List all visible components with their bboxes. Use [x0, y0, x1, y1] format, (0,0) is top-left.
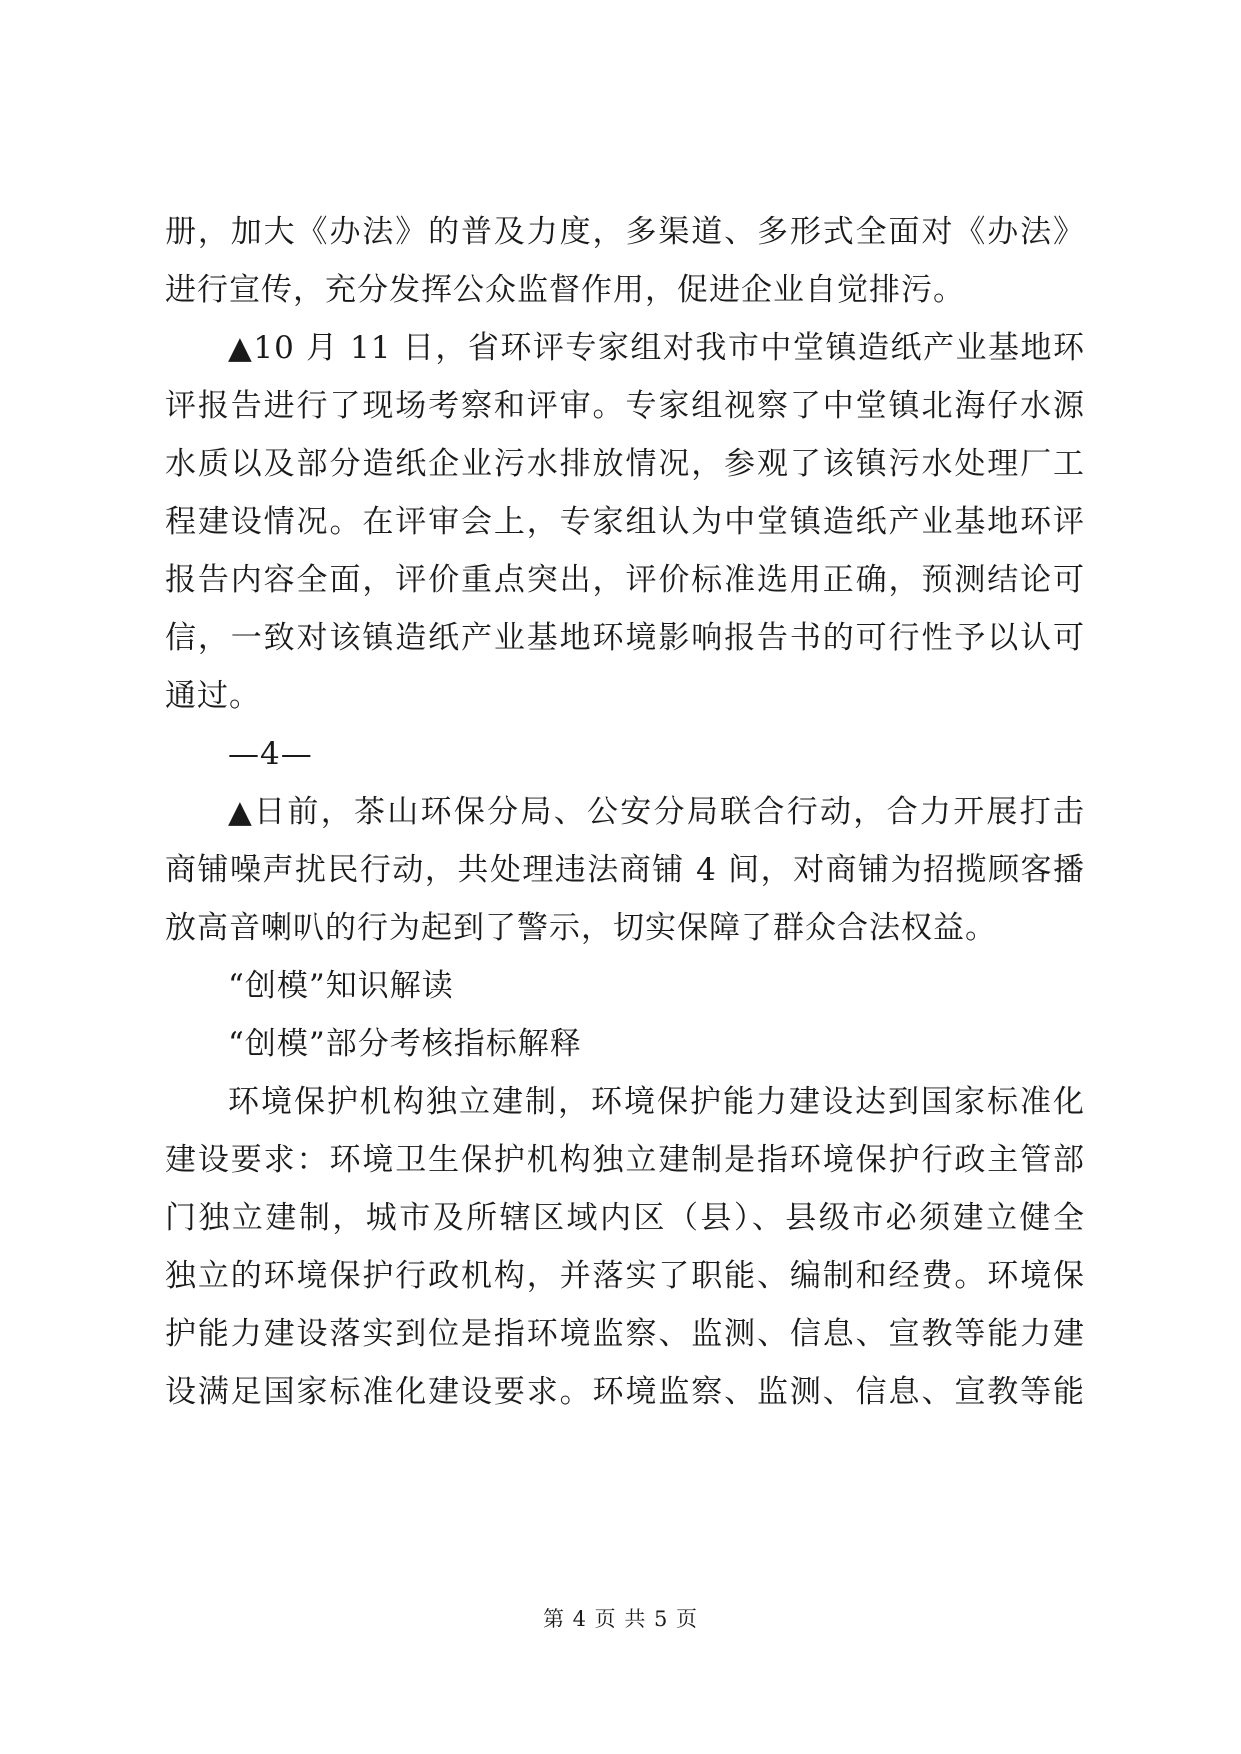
text-line: 评报告进行了现场考察和评审。专家组视察了中堂镇北海仔水源: [165, 388, 1085, 424]
text-line: 放高音喇叭的行为起到了警示，切实保障了群众合法权益。: [165, 910, 997, 946]
text-line: 设满足国家标准化建设要求。环境监察、监测、信息、宣教等能: [165, 1374, 1085, 1410]
text-line: 独立的环境保护行政机构，并落实了职能、编制和经费。环境保: [165, 1258, 1085, 1294]
page-footer: 第 4 页 共 5 页: [542, 1607, 699, 1631]
text-line: 通过。: [165, 678, 261, 714]
text-line: 水质以及部分造纸企业污水排放情况，参观了该镇污水处理厂工: [165, 446, 1085, 482]
text-line: 门独立建制，城市及所辖区域内区（县）、县级市必须建立健全: [165, 1200, 1085, 1236]
text-line: 册，加大《办法》的普及力度，多渠道、多形式全面对《办法》: [165, 214, 1085, 250]
section-subheading: “创模”部分考核指标解释: [228, 1026, 582, 1062]
text-line: 进行宣传，充分发挥公众监督作用，促进企业自觉排污。: [165, 272, 965, 308]
text-line: 程建设情况。在评审会上，专家组认为中堂镇造纸产业基地环评: [165, 504, 1085, 540]
text-line: 护能力建设落实到位是指环境监察、监测、信息、宣教等能力建: [165, 1316, 1085, 1352]
text-line: 环境保护机构独立建制，环境保护能力建设达到国家标准化: [228, 1084, 1085, 1120]
text-line: ▲日前，茶山环保分局、公安分局联合行动，合力开展打击: [228, 794, 1085, 830]
text-line: 信，一致对该镇造纸产业基地环境影响报告书的可行性予以认可: [165, 620, 1085, 656]
section-heading: “创模”知识解读: [228, 968, 454, 1004]
page-number-inline: —4—: [228, 736, 313, 772]
text-line: ▲10 月 11 日，省环评专家组对我市中堂镇造纸产业基地环: [228, 330, 1085, 366]
text-line: 商铺噪声扰民行动，共处理违法商铺 4 间，对商铺为招揽顾客播: [165, 852, 1085, 888]
text-line: 建设要求：环境卫生保护机构独立建制是指环境保护行政主管部: [165, 1142, 1085, 1178]
text-line: 报告内容全面，评价重点突出，评价标准选用正确，预测结论可: [165, 562, 1085, 598]
